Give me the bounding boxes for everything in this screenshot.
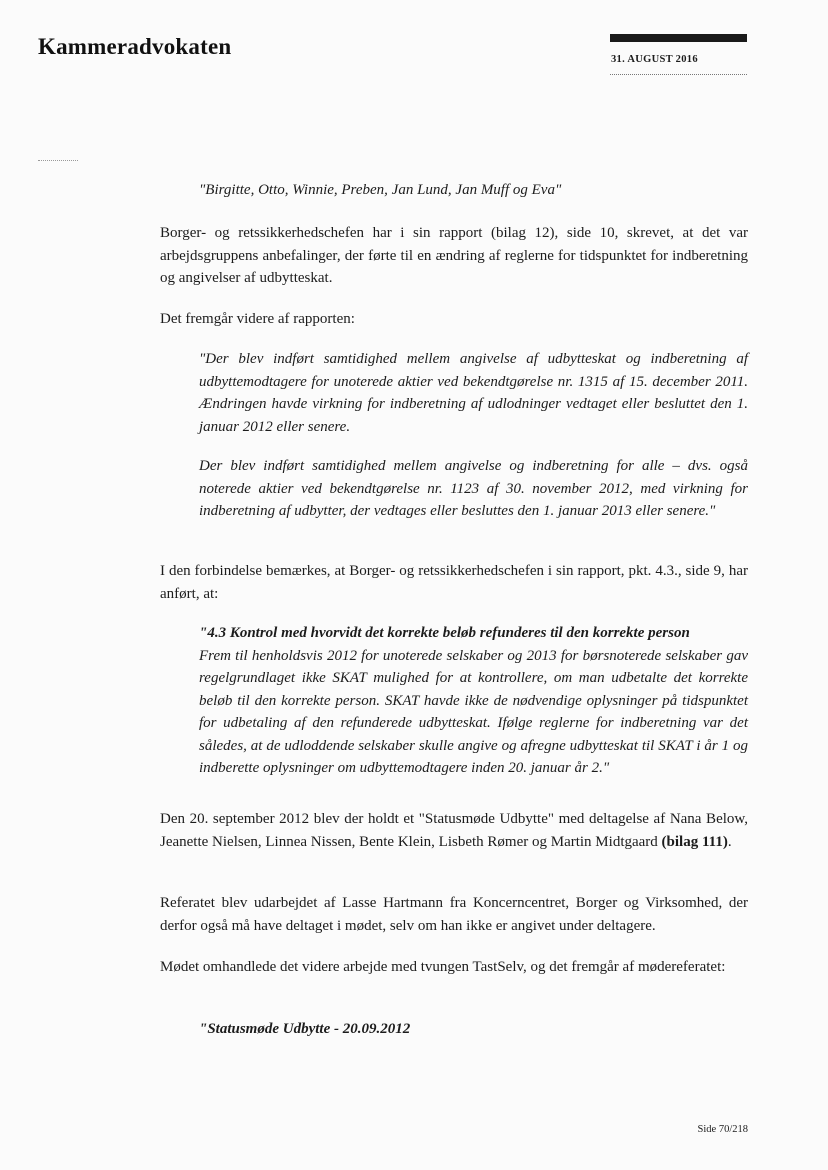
quote-statusmoede-title: [199, 1018, 748, 1041]
paragraph-statusmoede-text: Den 20. september 2012 blev der holdt et "Statusmøde Udbytte" med deltagelse af Nana Below, Jeanette Nielsen, Linnea Nissen, Bente Klein, Lisbeth Rømer og Martin Midtgaard: [160, 811, 748, 850]
margin-divider: [38, 160, 78, 161]
firm-name: Kammeradvokaten: [38, 34, 232, 59]
header-bar: [610, 34, 747, 42]
paragraph-statusmoede: [160, 808, 748, 853]
quote-rapport-2: Der blev indført samtidighed mellem angivelse og indberetning for alle – dvs. også noterede aktier ved bekendtgørelse nr. 1123 af 30. november 2012, med virkning for indberetning af udbytter, der vedtages eller besluttes den 1. januar 2013 eller senere.": [199, 458, 748, 519]
quote-kontrol: [199, 622, 748, 780]
paragraph-forbindelse: I den forbindelse bemærkes, at Borger- og retssikkerhedschefen i sin rapport, pkt. 4.3., side 9, har anført, at:: [160, 563, 748, 602]
date-divider: [610, 74, 747, 75]
paragraph-statusmoede-end: .: [727, 833, 732, 850]
paragraph-referat: Referatet blev udarbejdet af Lasse Hartmann fra Koncerncentret, Borger og Virksomhed, der derfor også må have deltaget i mødet, selv om han ikke er angivet under deltagere.: [160, 895, 748, 934]
quote-kontrol-body: Frem til henholdsvis 2012 for unoterede selskaber og 2013 for børsnoterede selskaber gav regelgrundlaget ikke SKAT mulighed for at kontrollere, om man udbetalte det korrekte beløb til den korrekte person. SKAT havde ikke de nødvendige oplysninger på tidspunktet for udbetaling af den refunderede udbytteskat. Ifølge reglerne for indberetning var det således, at de udloddende selskaber skulle angive og afregne udbytteskat til SKAT i år 1 og indberette oplysninger om udbyttemodtagere inden 20. januar år 2.": [199, 647, 748, 776]
quote-statusmoede-title-text: "Statusmøde Udbytte - 20.09.2012: [199, 1021, 411, 1037]
document-date: 31. AUGUST 2016: [611, 54, 698, 65]
bilag-reference: (bilag 111): [661, 833, 728, 850]
paragraph-moedet: Mødet omhandlede det videre arbejde med tvungen TastSelv, og det fremgår af mødereferatet:: [160, 959, 726, 975]
quote-rapport-1: "Der blev indført samtidighed mellem angivelse af udbytteskat og indberetning af udbyttemodtagere for unoterede aktier ved bekendtgørelse nr. 1315 af 15. december 2011. Ændringen havde virkning for indberetning af udlodninger vedtaget eller besluttet den 1. januar 2012 eller senere.: [199, 351, 748, 435]
paragraph-borger: Borger- og retssikkerhedschefen har i sin rapport (bilag 12), side 10, skrevet, at det var arbejdsgruppens anbefalinger, der førte til en ændring af reglerne for tidspunktet for indberetning og angivelser af udbytteskat.: [160, 225, 748, 286]
page-number: Side 70/218: [697, 1124, 748, 1135]
paragraph-fremgaar: Det fremgår videre af rapporten:: [160, 311, 355, 327]
quote-kontrol-title: "4.3 Kontrol med hvorvidt det korrekte beløb refunderes til den korrekte person: [199, 625, 690, 641]
quote-names: "Birgitte, Otto, Winnie, Preben, Jan Lund, Jan Muff og Eva": [199, 182, 562, 198]
